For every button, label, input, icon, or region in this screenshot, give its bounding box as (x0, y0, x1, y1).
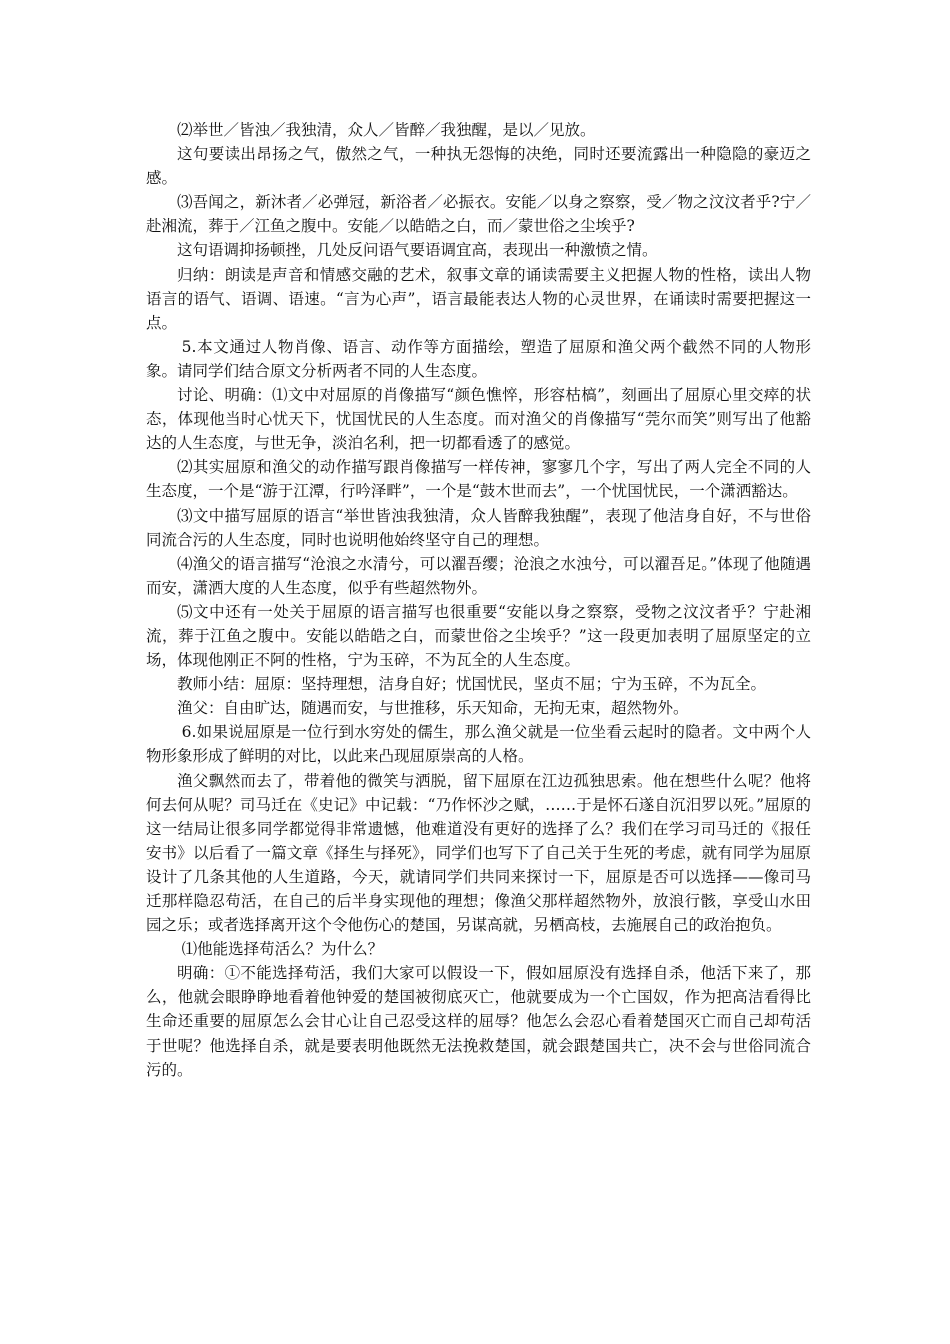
paragraph-reading-line-2: ⑵举世／皆浊／我独清，众人／皆醉／我独醒，是以／见放。 (177, 121, 596, 139)
paragraph-discussion-1: 讨论、明确：⑴文中对屈原的肖像描写“颜色憔悴，形容枯槁”，刻画出了屈原心里交瘁的状态，体现他当时心忧天下，忧国忧民的人生态度。而对渔父的肖像描写“莞尔而笑”则写出了他豁达的人生态度，与世无争，淡泊名利，把一切都看透了的感觉。 (146, 386, 811, 453)
paragraph-teacher-summary: 教师小结：屈原：坚持理想，洁身自好；忧国忧民，坚贞不屈；宁为玉碎，不为瓦全。 (177, 675, 767, 694)
paragraph-summary: 归纳：朗读是声音和情感交融的艺术，叙事文章的诵读需要主义把握人物的性格，读出人物语言的语气、语调、语速。“言为心声”，语言最能表达人物的心灵世界，在诵读时需要把握这一点。 (146, 265, 811, 332)
paragraph-subquestion-1: ⑴他能选择苟活么？为什么？ (181, 940, 384, 959)
paragraph-discussion-5: ⑸文中还有一处关于屈原的语言描写也很重要“安能以身之察察，受物之汶汶者乎？宁赴湘流，葬于江鱼之腹中。安能以皓皓之白，而蒙世俗之尘埃乎？”这一段更加表明了屈原坚定的立场，体现他刚正不阿的性格，宁为玉碎，不为瓦全的人生态度。 (146, 602, 811, 670)
document-page (146, 118, 811, 1082)
paragraph-question-5: 5.本文通过人物肖像、语言、动作等方面描绘，塑造了屈原和渔父两个截然不同的人物形象。请同学们结合原文分析两者不同的人生态度。 (146, 337, 811, 380)
paragraph-fisherman-summary: 渔父：自由旷达，随遇而安，与世推移，乐天知命，无拘无束，超然物外。 (177, 699, 689, 718)
paragraph-discussion-life-choices: 渔父飘然而去了，带着他的微笑与洒脱，留下屈原在江边孤独思索。他在想些什么呢？他将何去何从呢？司马迁在《史记》中记载：“乃作怀沙之赋，……于是怀石遂自沉汨罗以死。”屈原的这一结局让很多同学都觉得非常遗憾，他难道没有更好的选择了么？我们在学习司马迁的《报任安书》以后看了一篇文章《择生与择死》，同学们也写下了自己关于生死的考虑，就有同学为屈原设计了几条其他的人生道路，今天，就请同学们共同来探讨一下，屈原是否可以选择——像司马迁那样隐忍苟活，在自己的后半身实现他的理想；像渔父那样超然物外，放浪行骸，享受山水田园之乐；或者选择离开这个令他伤心的楚国，另谋高就，另栖高枝，去施展自己的政治抱负。 (146, 771, 811, 935)
paragraph-reading-note-2: 这句要读出昂扬之气，傲然之气，一种执无怨悔的决绝，同时还要流露出一种隐隐的豪迈之感。 (146, 145, 811, 188)
paragraph-reading-note-3: 这句语调抑扬顿挫，几处反问语气要语调宜高，表现出一种激愤之情。 (177, 241, 658, 260)
paragraph-discussion-2: ⑵其实屈原和渔父的动作描写跟肖像描写一样传神，寥寥几个字，写出了两人完全不同的人生态度，一个是“游于江潭，行吟泽畔”，一个是“鼓木世而去”，一个忧国忧民，一个潇洒豁达。 (146, 458, 811, 501)
paragraph-answer-1: 明确：①不能选择苟活，我们大家可以假设一下，假如屈原没有选择自杀，他活下来了，那么，他就会眼睁睁地看着他钟爱的楚国被彻底灭亡，他就要成为一个亡国奴，作为把高洁看得比生命还重要的屈原怎么会甘心让自己忍受这样的屈辱？他怎么会忍心看着楚国灭亡而自己却苟活于世呢？他选择自杀，就是要表明他既然无法挽救楚国，就会跟楚国共亡，决不会与世俗同流合污的。 (146, 964, 811, 1079)
paragraph-question-6: 6.如果说屈原是一位行到水穷处的儒生，那么渔父就是一位坐看云起时的隐者。文中两个人物形象形成了鲜明的对比，以此来凸现屈原崇高的人格。 (146, 723, 811, 766)
paragraph-reading-line-3: ⑶吾闻之，新沐者／必弹冠，新浴者／必振衣。安能／以身之察察，受／物之汶汶者乎?宁／赴湘流，葬于／江鱼之腹中。安能／以皓皓之白，而／蒙世俗之尘埃乎? (146, 193, 811, 236)
paragraph-discussion-4: ⑷渔父的语言描写“沧浪之水清兮，可以濯吾缨；沧浪之水浊兮，可以濯吾足。”体现了他随遇而安，潇洒大度的人生态度，似乎有些超然物外。 (146, 554, 811, 597)
paragraph-discussion-3: ⑶文中描写屈原的语言“举世皆浊我独清，众人皆醉我独醒”，表现了他洁身自好，不与世俗同流合污的人生态度，同时也说明他始终坚守自己的理想。 (146, 506, 811, 549)
